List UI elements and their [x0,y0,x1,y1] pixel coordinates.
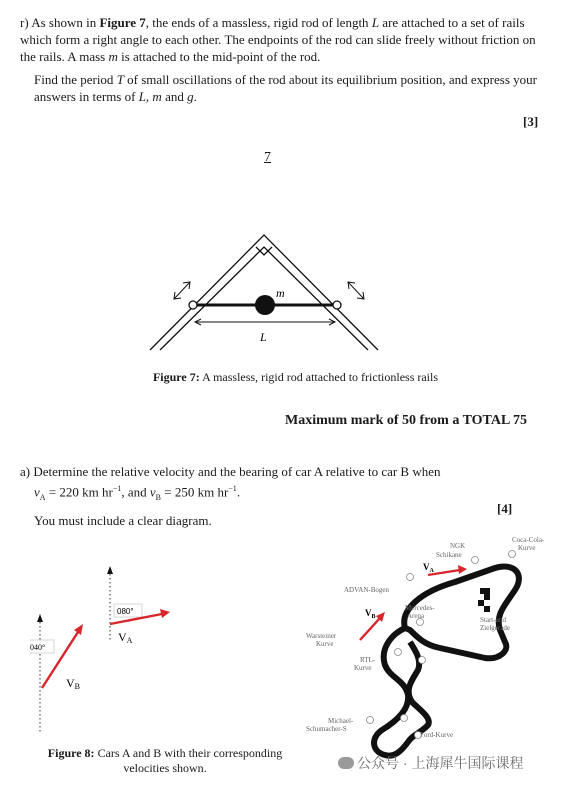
length-label: L [260,330,267,344]
label-michael-1: Michael- [328,717,354,725]
bearing-a-label: 080° [117,607,134,616]
rod-end-left [189,301,197,309]
start-finish-flag [478,588,490,612]
watermark: 公众号 · 上海犀牛国际课程 [338,753,523,773]
label-start-1: Start-und [480,616,507,624]
north-arrowhead-a [107,566,113,574]
figure-8-caption: Figure 8: Cars A and B with their corresponding velocities shown. [47,746,283,775]
motion-arrow-left [174,282,190,299]
bearing-b-label: 040° [30,643,46,652]
label-mercedes-2: Arena [407,612,425,620]
figure-7-heading: 7 [264,150,271,165]
track-velocity-b-arrow [360,618,380,640]
label-mercedes-1: Mercedes- [405,604,435,612]
question-a-line1: a) Determine the relative velocity and the bearing of car A relative to car B when [20,464,441,479]
label-ngk: NGK [450,542,466,550]
maximum-mark: Maximum mark of 50 from a TOTAL 75 [285,413,528,428]
question-r-text: r) As shown in Figure 7, the ends of a massless, rigid rod of length L are attached to a set of rails which form a right angle to each other. The endpoints of the rod can slide freely without friction on the rails. A mass m is attached to the mid-point of the rod. [20,15,536,64]
label-warsteiner-2: Kurve [316,640,334,648]
figure-7-caption: Figure 7: A massless, rigid rod attached to frictionless rails [152,370,439,384]
mass [255,295,275,315]
track-vb-label: $V_B$ [365,608,376,620]
figure-7-diagram [140,225,400,355]
question-a-marks: [4] [497,501,513,516]
label-michael-2: Schumacher-S [306,725,347,733]
motion-arrow-right [348,282,364,299]
track-va-label: $V_A$ [423,562,434,574]
label-start-2: Zielgerade [480,624,510,632]
label-rtl-1: RTL- [360,656,376,664]
wechat-icon [338,757,354,769]
mass-label: m [276,286,285,300]
question-r-marks: [3] [523,114,539,129]
label-schikane: Schikane [436,551,462,559]
question-r-task: Find the period T of small oscillations of the rod about its equilibrium position, and express your answers in terms of L, m and g. [34,72,537,104]
label-warsteiner-1: Warsteiner [306,632,337,640]
label-coca-cola-2: Kurve [518,544,536,552]
question-a-line2: $v_A = 220$ km $hr^{-1}$, and $v_B = 250$ km $hr^{-1}$. [34,484,241,502]
question-a-instruction: You must include a clear diagram. [34,512,212,528]
question-a [20,463,550,529]
velocity-b-label: VB [66,676,81,691]
figure-8-vector-diagram [30,560,190,740]
label-ford: Ford-Kurve [420,731,454,739]
velocity-a-label: VA [118,630,133,645]
question-r [20,14,550,105]
label-rtl-2: Kurve [354,664,372,672]
rod-end-right [333,301,341,309]
label-coca-cola-1: Coca-Cola- [512,536,545,544]
label-advan: ADVAN-Bogen [344,586,389,594]
north-arrowhead-b [37,614,43,622]
track-map [300,530,570,770]
right-angle-marker [256,247,272,255]
